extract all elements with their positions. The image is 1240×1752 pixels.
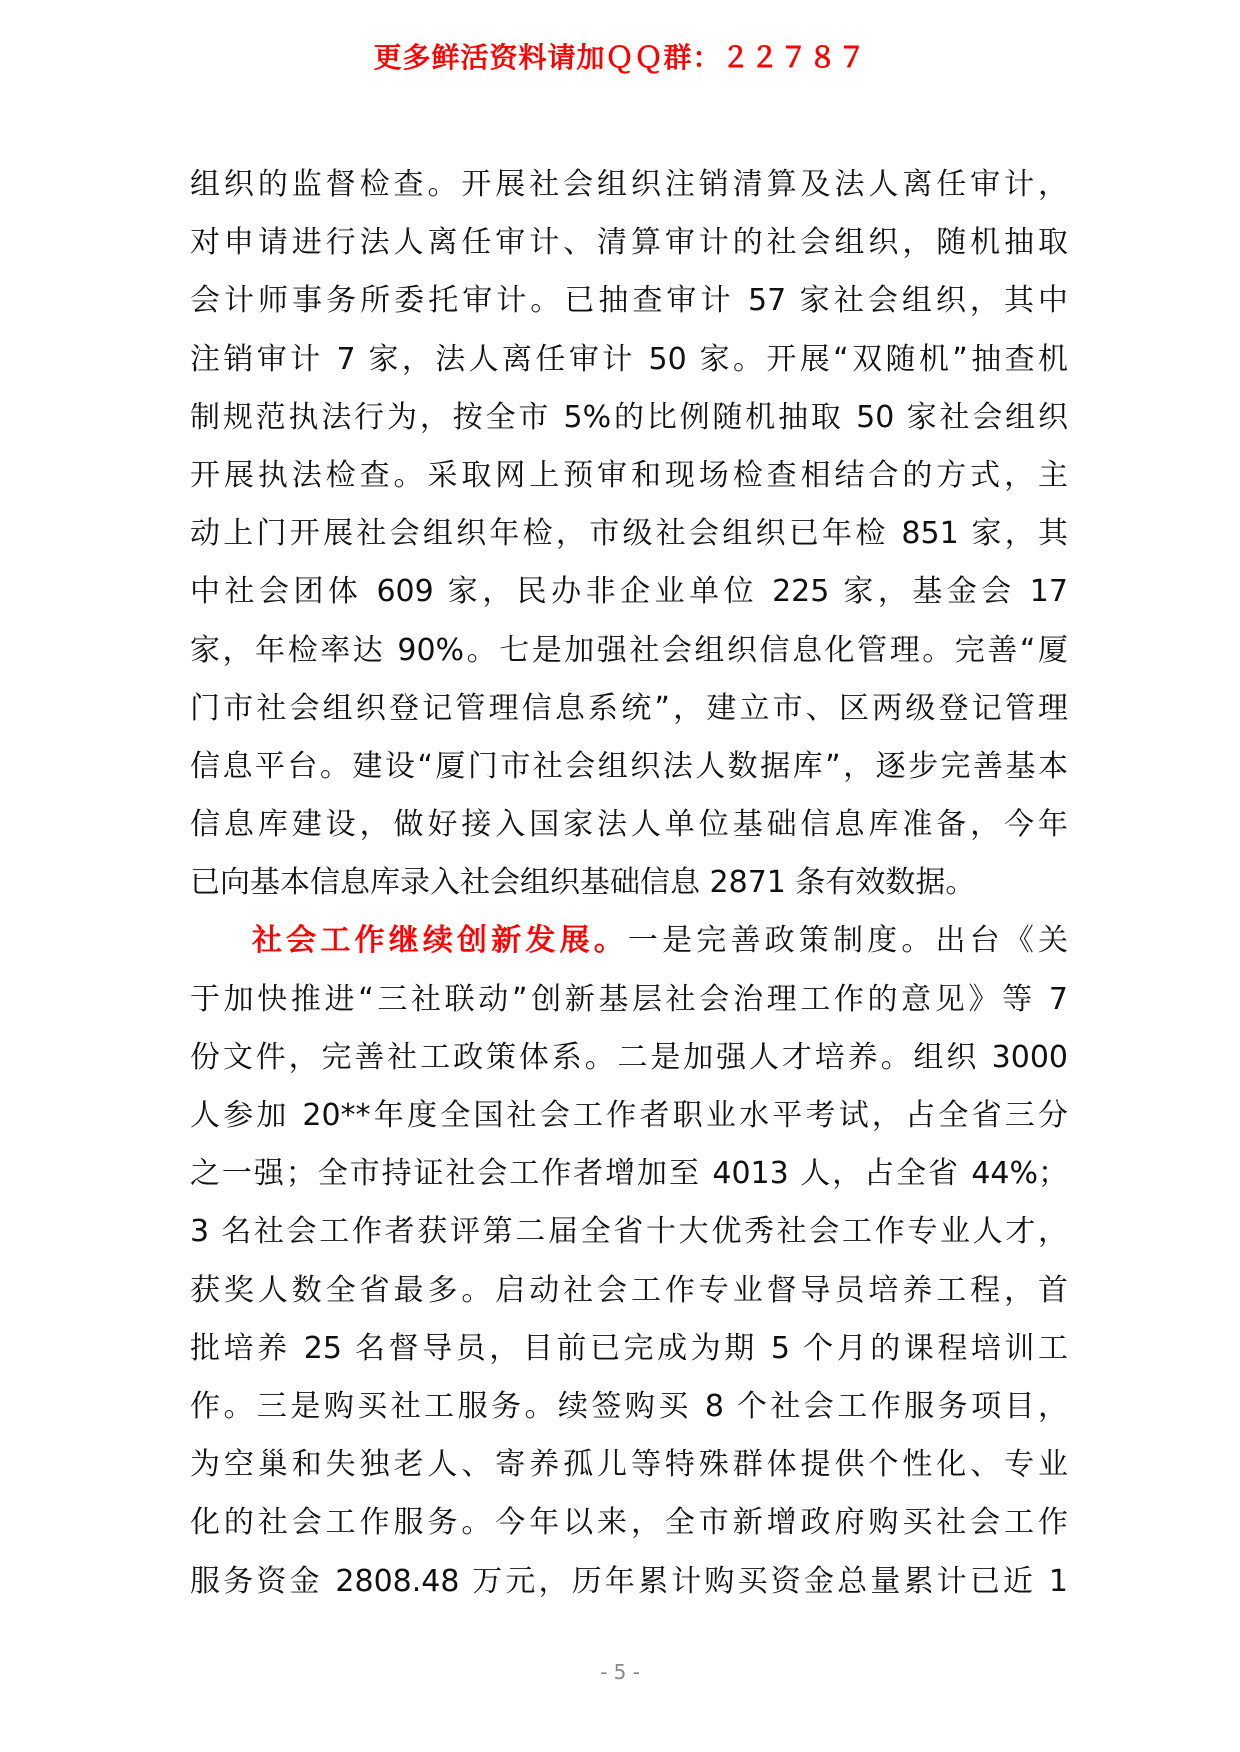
text-line: 会计师事务所委托审计。已抽查审计 57 家社会组织，其中 [190, 283, 1068, 319]
text-line: 制规范执法行为，按全市 5%的比例随机抽取 50 家社会组织 [190, 399, 1068, 435]
text-line: 作。三是购买社工服务。续签购买 8 个社会工作服务项目， [190, 1388, 1068, 1424]
text-line: 化的社会工作服务。今年以来，全市新增政府购买社会工作 [190, 1505, 1068, 1541]
text-span: 一是完善政策制度。出台《关 [627, 923, 1069, 959]
text-line: 对申请进行法人离任审计、清算审计的社会组织，随机抽取 [190, 225, 1068, 261]
text-line: 服务资金 2808.48 万元，历年累计购买资金总量累计已近 1 [190, 1563, 1068, 1599]
text-line: 已向基本信息库录入社会组织基础信息 2871 条有效数据。 [190, 865, 976, 901]
text-line: 信息平台。建设“厦门市社会组织法人数据库”，逐步完善基本 [190, 748, 1068, 784]
paragraph-1 [190, 162, 1068, 918]
text-line: 中社会团体 609 家，民办非企业单位 225 家，基金会 17 [190, 574, 1068, 610]
text-line: 组织的监督检查。开展社会组织注销清算及法人离任审计， [190, 167, 1068, 202]
document-body [190, 162, 1068, 1617]
text-line: 批培养 25 名督导员，目前已完成为期 5 个月的课程培训工 [190, 1330, 1068, 1366]
text-line: 为空巢和失独老人、寄养孤儿等特殊群体提供个性化、专业 [190, 1447, 1068, 1483]
text-line: 之一强；全市持证社会工作者增加至 4013 人，占全省 44%； [190, 1156, 1068, 1192]
page-number: - 5 - [600, 1660, 640, 1684]
text-line: 动上门开展社会组织年检，市级社会组织已年检 851 家，其 [190, 516, 1068, 552]
text-line [190, 918, 1068, 976]
text-line: 开展执法检查。采取网上预审和现场检查相结合的方式，主 [190, 457, 1068, 493]
text-line: 3 名社会工作者获评第二届全省十大优秀社会工作专业人才， [190, 1214, 1068, 1250]
paragraph-2 [190, 918, 1068, 1616]
text-line: 人参加 20**年度全国社会工作者职业水平考试，占全省三分 [190, 1098, 1068, 1133]
text-line: 信息库建设，做好接入国家法人单位基础信息库准备，今年 [190, 807, 1068, 843]
text-line: 注销审计 7 家，法人离任审计 50 家。开展“双随机”抽查机 [190, 341, 1068, 377]
section-heading: 社会工作继续创新发展。 [252, 923, 628, 959]
text-line: 于加快推进“三社联动”创新基层社会治理工作的意见》等 7 [190, 981, 1068, 1017]
text-line: 获奖人数全省最多。启动社会工作专业督导员培养工程，首 [190, 1272, 1068, 1308]
text-line: 门市社会组织登记管理信息系统”，建立市、区两级登记管理 [190, 690, 1068, 726]
watermark-header: 更多鲜活资料请加ＱＱ群：２２７８７ [373, 41, 867, 74]
text-line: 家，年检率达 90%。七是加强社会组织信息化管理。完善“厦 [190, 632, 1068, 668]
text-line: 份文件，完善社工政策体系。二是加强人才培养。组织 3000 [190, 1039, 1068, 1075]
